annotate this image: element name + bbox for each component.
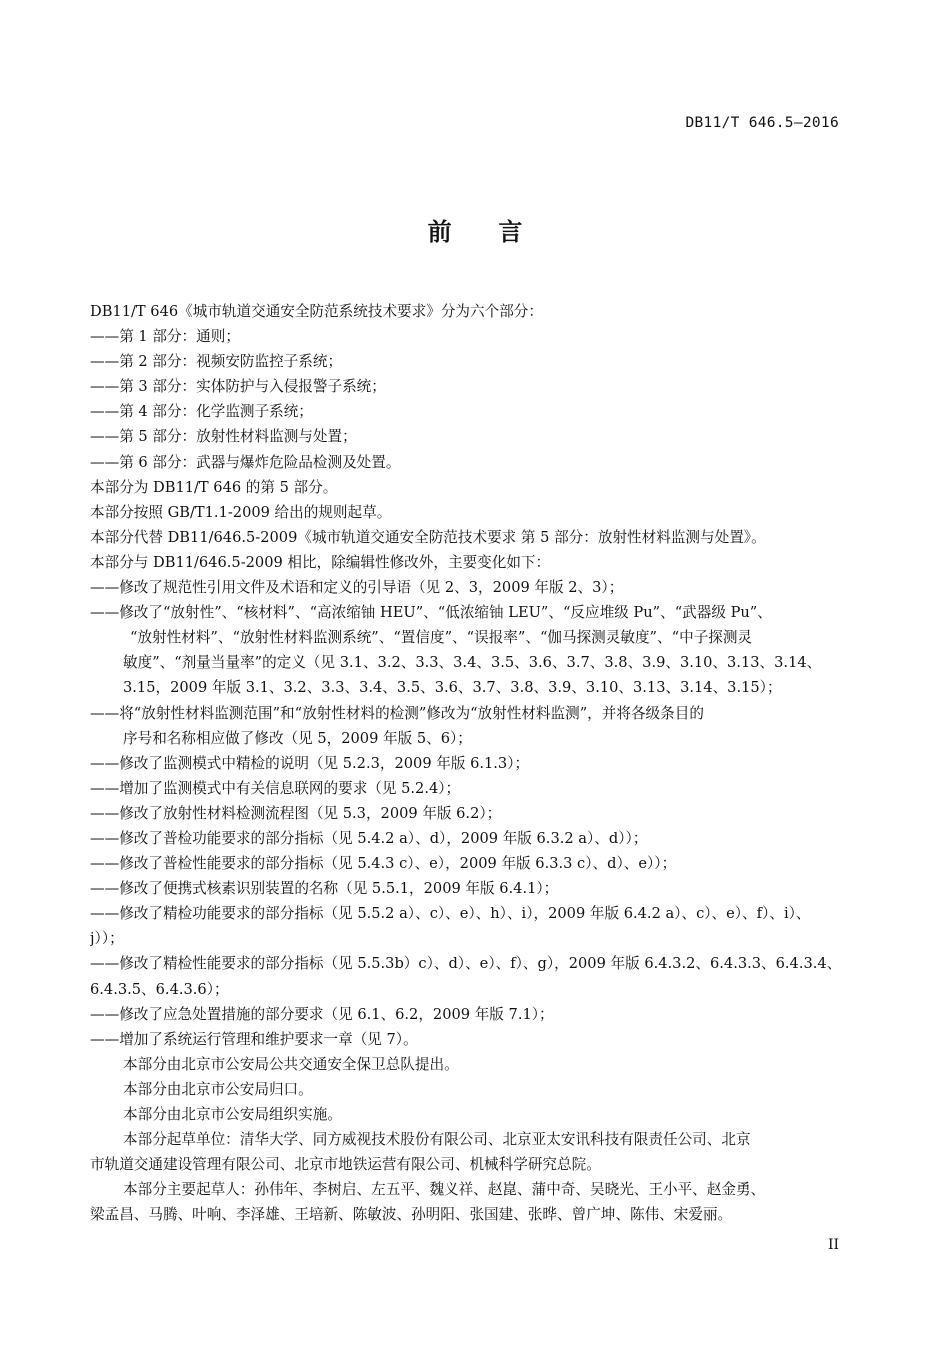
list-item: ——第 6 部分：武器与爆炸危险品检测及处置。 [90, 453, 401, 471]
change-item-continuation: 序号和名称相应做了修改（见 5，2009 年版 5、6）； [123, 729, 472, 747]
change-item: ——修改了普检性能要求的部分指标（见 5.4.3 c）、e），2009 年版 6.3.3 c）、d）、e））； [90, 855, 677, 873]
change-item-continuation: 敏度”、“剂量当量率”的定义（见 3.1、3.2、3.3、3.4、3.5、3.6、3.7、3.8、3.9、3.10、3.13、3.14、 [123, 654, 822, 672]
change-item-continuation: “放射性材料”、“放射性材料监测系统”、“置信度”、“误报率”、“伽马探测灵敏度”、“中子探测灵 [130, 629, 753, 647]
drafting-units-line: 市轨道交通建设管理有限公司、北京市地铁运营有限公司、机械科学研究总院。 [90, 1156, 601, 1174]
change-item: ——修改了放射性材料检测流程图（见 5.3，2009 年版 6.2）； [90, 804, 502, 822]
list-item: ——第 3 部分：实体防护与入侵报警子系统； [90, 378, 386, 396]
change-item: ——将“放射性材料监测范围”和“放射性材料的检测”修改为“放射性材料监测”，并将各级条目的 [90, 704, 704, 722]
foreword-body [90, 299, 844, 1227]
paragraph-line: 本部分由北京市公安局组织实施。 [123, 1106, 342, 1123]
change-item-continuation: 3.15，2009 年版 3.1、3.2、3.3、3.4、3.5、3.6、3.7、3.8、3.9、3.10、3.13、3.14、3.15）； [123, 679, 782, 697]
paragraph-line: 本部分与 DB11/646.5-2009 相比，除编辑性修改外，主要变化如下： [90, 553, 551, 571]
change-item: ——增加了监测模式中有关信息联网的要求（见 5.2.4）； [90, 779, 461, 797]
change-item: ——修改了“放射性”、“核材料”、“高浓缩铀 HEU”、“低浓缩铀 LEU”、“反应堆级 Pu”、“武器级 Pu”、 [90, 604, 772, 622]
paragraph-line: 本部分按照 GB/T1.1-2009 给出的规则起草。 [90, 503, 392, 521]
paragraph-line: 本部分为 DB11/T 646 的第 5 部分。 [90, 478, 338, 496]
drafters-line: 本部分主要起草人：孙伟年、李树启、左五平、魏义祥、赵崑、蒲中奇、吴晓光、王小平、赵金勇、 [123, 1181, 766, 1199]
title-char-1: 前 [427, 218, 452, 246]
paragraph-line: 本部分由北京市公安局公共交通安全保卫总队提出。 [123, 1055, 459, 1073]
page-title [0, 212, 950, 247]
list-item: ——第 4 部分：化学监测子系统； [90, 403, 313, 421]
title-char-2: 言 [498, 218, 523, 246]
paragraph-line: 本部分代替 DB11/646.5-2009《城市轨道交通安全防范技术要求 第 5 部分：放射性材料监测与处置》。 [90, 528, 766, 546]
change-item: ——修改了应急处置措施的部分要求（见 6.1、6.2，2009 年版 7.1）； [90, 1005, 554, 1023]
change-item: ——修改了精检性能要求的部分指标（见 5.5.3b）c）、d）、e）、f）、g），2009 年版 6.4.3.2、6.4.3.3、6.4.3.4、 [90, 955, 842, 973]
drafters-line: 梁孟昌、马腾、叶响、李泽雄、王培新、陈敏波、孙明阳、张国建、张晔、曾广坤、陈伟、宋爱丽。 [90, 1206, 733, 1224]
change-item: ——修改了精检功能要求的部分指标（见 5.5.2 a）、c）、e）、h）、i），2009 年版 6.4.2 a）、c）、e）、f）、i）、 [90, 905, 811, 923]
change-item-continuation: 6.4.3.5、6.4.3.6）； [90, 980, 229, 998]
list-item: ——第 5 部分：放射性材料监测与处置； [90, 428, 357, 446]
paragraph-line: 本部分由北京市公安局归口。 [123, 1080, 313, 1098]
drafting-units-line: 本部分起草单位：清华大学、同方威视技术股份有限公司、北京亚太安讯科技有限责任公司、北京 [123, 1131, 751, 1149]
list-item: ——第 2 部分：视频安防监控子系统； [90, 353, 343, 371]
page-number: II [827, 1237, 839, 1253]
change-item: ——增加了系统运行管理和维护要求一章（见 7）。 [90, 1030, 418, 1048]
change-item: ——修改了规范性引用文件及术语和定义的引导语（见 2、3，2009 年版 2、3）； [90, 579, 624, 597]
change-item: ——修改了监测模式中精检的说明（见 5.2.3，2009 年版 6.1.3）； [90, 754, 530, 772]
list-item: ——第 1 部分：通则； [90, 328, 240, 346]
document-code: DB11/T 646.5—2016 [685, 115, 839, 131]
change-item-continuation: j））； [90, 930, 124, 948]
change-item: ——修改了普检功能要求的部分指标（见 5.4.2 a）、d），2009 年版 6.3.2 a）、d））； [90, 829, 648, 847]
change-item: ——修改了便携式核素识别装置的名称（见 5.5.1，2009 年版 6.4.1）； [90, 880, 559, 898]
intro-line: DB11/T 646《城市轨道交通安全防范系统技术要求》分为六个部分： [90, 303, 543, 320]
